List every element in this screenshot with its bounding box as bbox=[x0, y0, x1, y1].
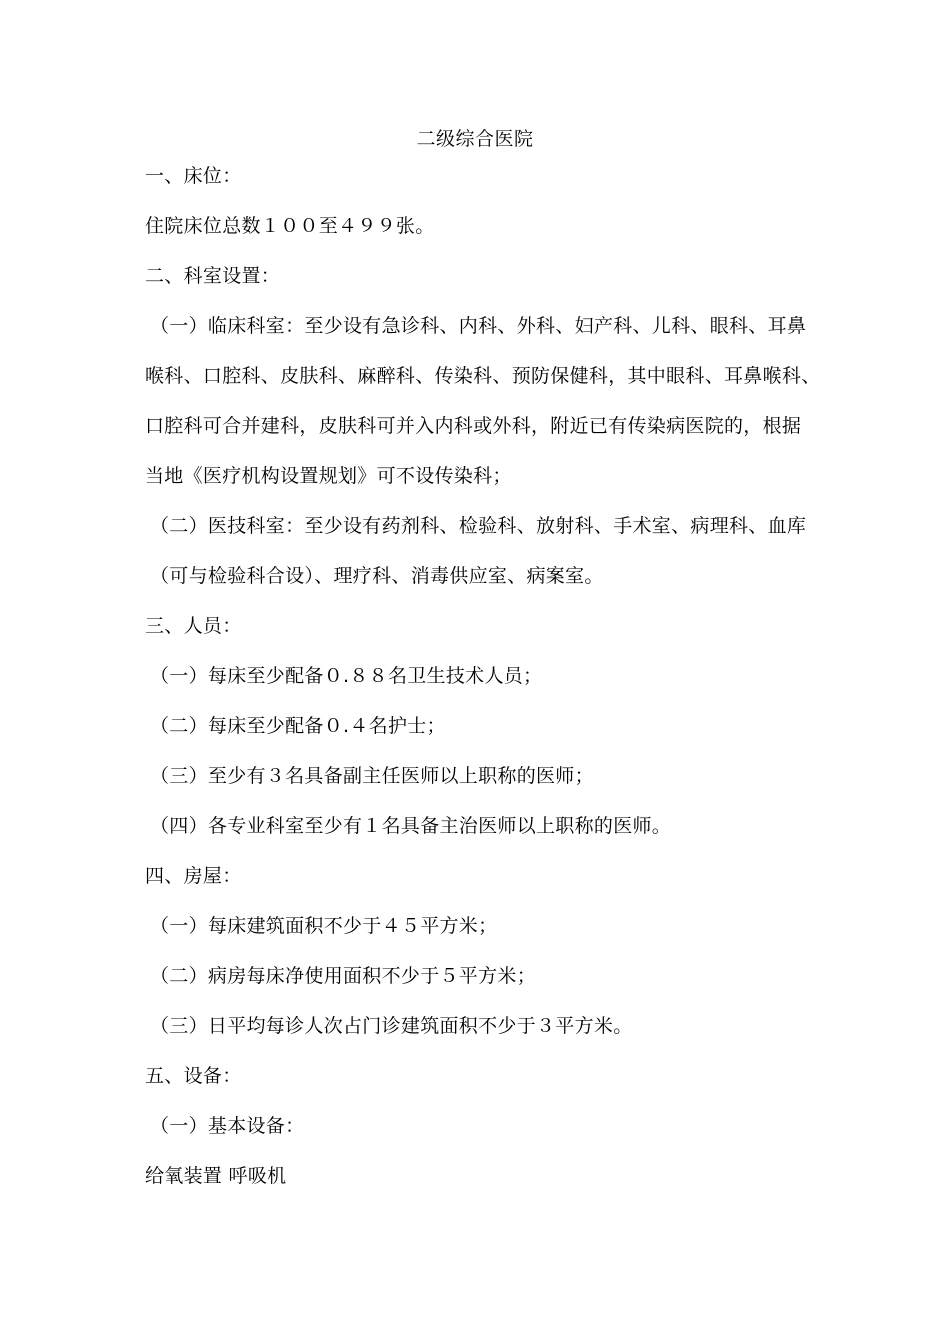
section-heading-buildings: 四、房屋： bbox=[145, 865, 242, 887]
paragraph-line: （三）日平均每诊人次占门诊建筑面积不少于３平方米。 bbox=[150, 1015, 633, 1037]
section-heading-departments: 二、科室设置： bbox=[145, 265, 281, 287]
paragraph-line: 给氧装置 呼吸机 bbox=[145, 1165, 287, 1187]
paragraph-line: 口腔科可合并建科，皮肤科可并入内科或外科，附近已有传染病医院的，根据 bbox=[145, 415, 802, 437]
document-title: 二级综合医院 bbox=[416, 128, 534, 150]
paragraph-line: （二）病房每床净使用面积不少于５平方米； bbox=[150, 965, 537, 987]
paragraph-line: （四）各专业科室至少有１名具备主治医师以上职称的医师。 bbox=[150, 815, 672, 837]
paragraph-line: 住院床位总数１００至４９９张。 bbox=[145, 215, 435, 237]
paragraph-line: （一）基本设备： bbox=[150, 1115, 305, 1137]
paragraph-line: 喉科、口腔科、皮肤科、麻醉科、传染科、预防保健科，其中眼科、耳鼻喉科、 bbox=[145, 365, 821, 387]
paragraph-line: 当地《医疗机构设置规划》可不设传染科； bbox=[145, 465, 512, 487]
paragraph-line: （一）临床科室：至少设有急诊科、内科、外科、妇产科、儿科、眼科、耳鼻 bbox=[150, 315, 807, 337]
paragraph-line: （一）每床至少配备０.８８名卫生技术人员； bbox=[150, 665, 543, 687]
paragraph-line: （三）至少有３名具备副主任医师以上职称的医师； bbox=[150, 765, 594, 787]
section-heading-beds: 一、床位： bbox=[145, 165, 242, 187]
section-heading-staff: 三、人员： bbox=[145, 615, 242, 637]
paragraph-line: （一）每床建筑面积不少于４５平方米； bbox=[150, 915, 498, 937]
paragraph-line: （二）医技科室：至少设有药剂科、检验科、放射科、手术室、病理科、血库 bbox=[150, 515, 807, 537]
paragraph-line: （可与检验科合设）、理疗科、消毒供应室、病案室。 bbox=[150, 565, 604, 587]
section-heading-equipment: 五、设备： bbox=[145, 1065, 242, 1087]
paragraph-line: （二）每床至少配备０.４名护士； bbox=[150, 715, 446, 737]
